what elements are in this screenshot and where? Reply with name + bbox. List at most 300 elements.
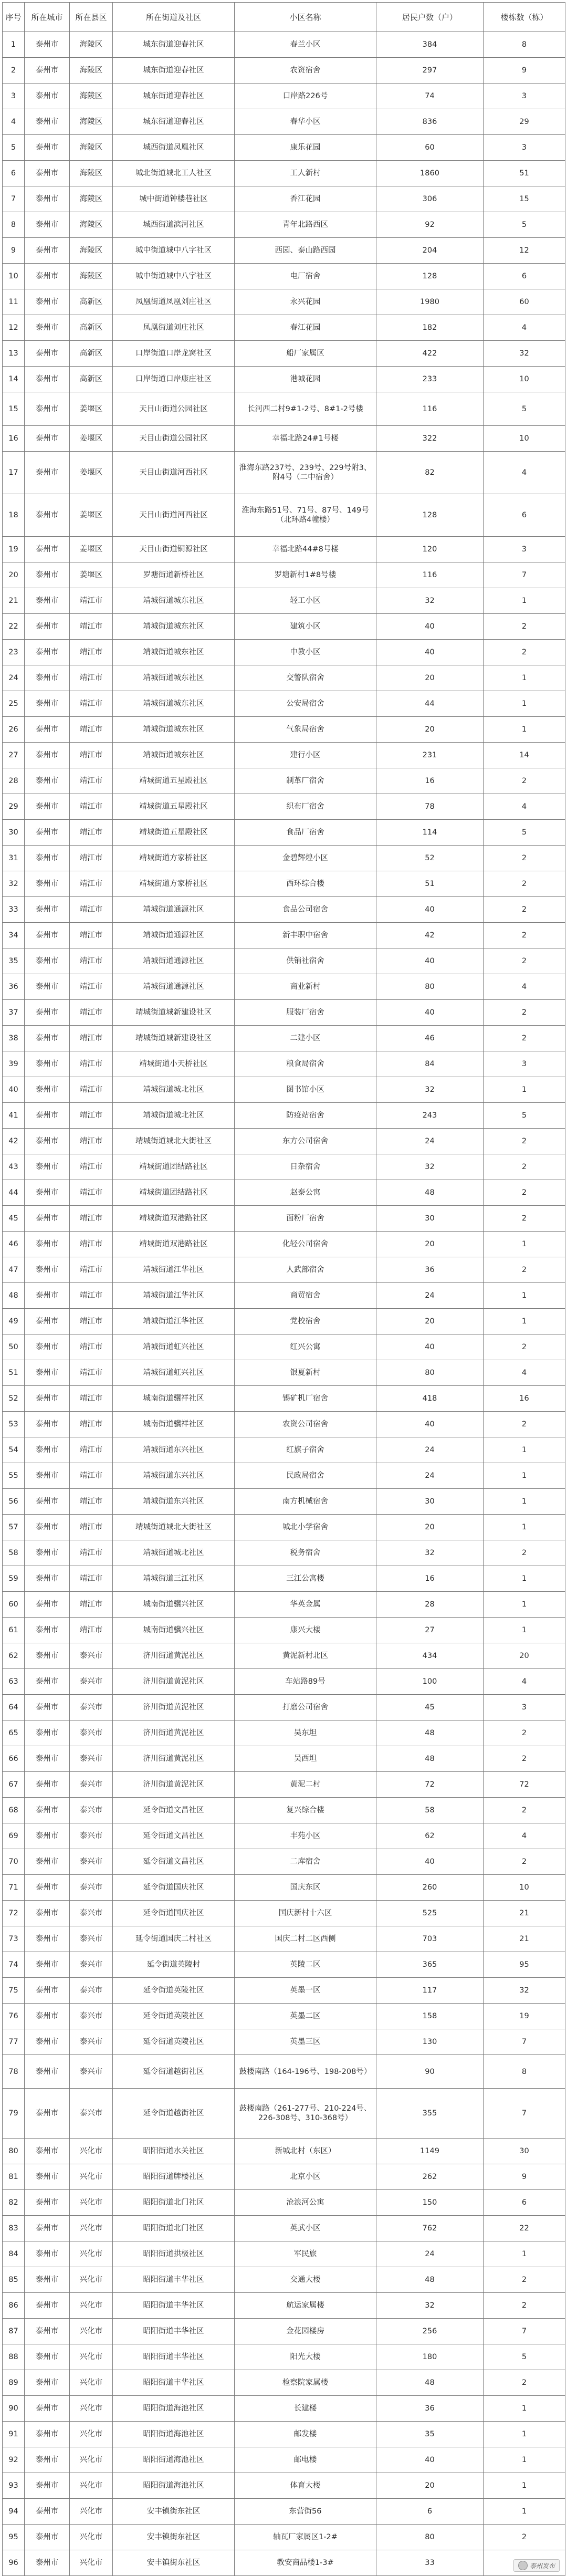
- cell-buildings: 19: [484, 2004, 565, 2029]
- cell-households: 256: [376, 2319, 484, 2344]
- cell-buildings: 4: [484, 794, 565, 820]
- table-row: [3, 494, 565, 537]
- cell-index: 35: [3, 948, 25, 974]
- cell-households: 28: [376, 1592, 484, 1618]
- cell-estate-name: 二库宿舍: [235, 1849, 376, 1875]
- cell-street-community: 昭阳街道海池社区: [113, 2473, 235, 2499]
- cell-index: 4: [3, 109, 25, 135]
- cell-district: 靖江市: [70, 1026, 113, 1051]
- cell-buildings: 1: [484, 1463, 565, 1489]
- cell-index: 86: [3, 2293, 25, 2319]
- cell-estate-name: 红旗子宿舍: [235, 1437, 376, 1463]
- table-row: [3, 1386, 565, 1412]
- cell-street-community: 城西街道凤凰社区: [113, 135, 235, 161]
- table-row: [3, 58, 565, 84]
- cell-buildings: 29: [484, 109, 565, 135]
- cell-index: 90: [3, 2396, 25, 2422]
- table-row: [3, 1849, 565, 1875]
- cell-buildings: 1: [484, 2396, 565, 2422]
- cell-estate-name: 商业新村: [235, 974, 376, 1000]
- cell-estate-name: 气象局宿舍: [235, 717, 376, 743]
- cell-district: 靖江市: [70, 1463, 113, 1489]
- watermark: [513, 2559, 560, 2572]
- cell-city: 泰州市: [25, 452, 70, 494]
- cell-estate-name: 食品厂宿舍: [235, 820, 376, 846]
- cell-street-community: 靖城街道小天桥社区: [113, 1051, 235, 1077]
- cell-district: 泰兴市: [70, 1746, 113, 1772]
- cell-buildings: 6: [484, 264, 565, 289]
- cell-index: 59: [3, 1566, 25, 1592]
- cell-district: 靖江市: [70, 743, 113, 768]
- cell-index: 18: [3, 494, 25, 537]
- cell-district: 高新区: [70, 341, 113, 367]
- cell-city: 泰州市: [25, 2422, 70, 2447]
- cell-district: 靖江市: [70, 614, 113, 640]
- cell-buildings: 2: [484, 1540, 565, 1566]
- cell-estate-name: 青年北路西区: [235, 212, 376, 238]
- cell-estate-name: 口岸路226号: [235, 84, 376, 109]
- table-row: [3, 614, 565, 640]
- cell-city: 泰州市: [25, 1489, 70, 1515]
- cell-street-community: 延令街道国庆社区: [113, 1875, 235, 1901]
- cell-street-community: 延令街道英陵社区: [113, 2029, 235, 2055]
- cell-city: 泰州市: [25, 974, 70, 1000]
- cell-district: 靖江市: [70, 1334, 113, 1360]
- cell-city: 泰州市: [25, 1926, 70, 1952]
- cell-city: 泰州市: [25, 820, 70, 846]
- cell-index: 50: [3, 1334, 25, 1360]
- cell-buildings: 4: [484, 1360, 565, 1386]
- cell-buildings: 2: [484, 871, 565, 897]
- cell-households: 40: [376, 1000, 484, 1026]
- cell-households: 62: [376, 1823, 484, 1849]
- cell-city: 泰州市: [25, 1798, 70, 1823]
- cell-households: 32: [376, 2293, 484, 2319]
- cell-estate-name: 粮食局宿舍: [235, 1051, 376, 1077]
- table-row: [3, 1926, 565, 1952]
- cell-index: 55: [3, 1463, 25, 1489]
- cell-estate-name: 邮电楼: [235, 2447, 376, 2473]
- cell-index: 9: [3, 238, 25, 264]
- cell-estate-name: 英墨一区: [235, 1978, 376, 2004]
- cell-district: 姜堰区: [70, 452, 113, 494]
- cell-district: 海陵区: [70, 135, 113, 161]
- table-row: [3, 1515, 565, 1540]
- cell-city: 泰州市: [25, 212, 70, 238]
- table-row: [3, 2267, 565, 2293]
- cell-city: 泰州市: [25, 1746, 70, 1772]
- cell-street-community: 济川街道黄泥社区: [113, 1669, 235, 1695]
- table-row: [3, 1978, 565, 2004]
- table-row: [3, 794, 565, 820]
- cell-buildings: 1: [484, 665, 565, 691]
- cell-city: 泰州市: [25, 1180, 70, 1206]
- cell-city: 泰州市: [25, 2473, 70, 2499]
- cell-district: 高新区: [70, 367, 113, 392]
- cell-buildings: 60: [484, 289, 565, 315]
- cell-buildings: 1: [484, 2422, 565, 2447]
- table-row: [3, 2447, 565, 2473]
- cell-district: 靖江市: [70, 794, 113, 820]
- cell-city: 泰州市: [25, 2344, 70, 2370]
- cell-district: 靖江市: [70, 948, 113, 974]
- cell-index: 10: [3, 264, 25, 289]
- cell-district: 靖江市: [70, 1437, 113, 1463]
- cell-index: 12: [3, 315, 25, 341]
- cell-index: 84: [3, 2241, 25, 2267]
- cell-estate-name: 鼓楼南路（261-277号、210-224号、226-308号、310-368号）: [235, 2089, 376, 2139]
- cell-estate-name: 新丰职中宿舍: [235, 923, 376, 948]
- cell-households: 92: [376, 212, 484, 238]
- cell-street-community: 延令街道越街社区: [113, 2089, 235, 2139]
- cell-index: 96: [3, 2550, 25, 2576]
- cell-households: 35: [376, 2422, 484, 2447]
- cell-households: 260: [376, 1875, 484, 1901]
- cell-city: 泰州市: [25, 1360, 70, 1386]
- table-row: [3, 2164, 565, 2190]
- table-row: [3, 341, 565, 367]
- cell-district: 靖江市: [70, 846, 113, 871]
- cell-households: 418: [376, 1386, 484, 1412]
- cell-buildings: 2: [484, 614, 565, 640]
- cell-buildings: 10: [484, 1875, 565, 1901]
- cell-buildings: 16: [484, 1386, 565, 1412]
- table-row: [3, 212, 565, 238]
- table-row: [3, 315, 565, 341]
- cell-households: 233: [376, 367, 484, 392]
- cell-buildings: 5: [484, 1103, 565, 1129]
- cell-street-community: 昭阳街道牌楼社区: [113, 2164, 235, 2190]
- cell-buildings: 10: [484, 367, 565, 392]
- cell-households: 297: [376, 58, 484, 84]
- table-row: [3, 665, 565, 691]
- cell-index: 93: [3, 2473, 25, 2499]
- cell-index: 57: [3, 1515, 25, 1540]
- cell-estate-name: 英陵二区: [235, 1952, 376, 1978]
- cell-buildings: 1: [484, 1309, 565, 1334]
- cell-buildings: 6: [484, 494, 565, 537]
- table-row: [3, 2319, 565, 2344]
- cell-city: 泰州市: [25, 58, 70, 84]
- cell-buildings: 4: [484, 974, 565, 1000]
- cell-district: 姜堰区: [70, 537, 113, 562]
- cell-street-community: 城东街道迎春社区: [113, 84, 235, 109]
- cell-index: 8: [3, 212, 25, 238]
- cell-district: 兴化市: [70, 2550, 113, 2576]
- table-row: [3, 1798, 565, 1823]
- cell-index: 5: [3, 135, 25, 161]
- cell-district: 靖江市: [70, 1309, 113, 1334]
- cell-street-community: 城南街道骥祥社区: [113, 1412, 235, 1437]
- cell-street-community: 昭阳街道拱极社区: [113, 2241, 235, 2267]
- cell-street-community: 靖城街道城东社区: [113, 691, 235, 717]
- cell-buildings: 5: [484, 212, 565, 238]
- cell-city: 泰州市: [25, 1772, 70, 1798]
- cell-estate-name: 康乐花园: [235, 135, 376, 161]
- table-row: [3, 1643, 565, 1669]
- table-row: [3, 640, 565, 665]
- cell-estate-name: 轴瓦厂家属区1-2#: [235, 2525, 376, 2550]
- cell-city: 泰州市: [25, 2055, 70, 2089]
- cell-city: 泰州市: [25, 161, 70, 186]
- cell-street-community: 济川街道黄泥社区: [113, 1720, 235, 1746]
- cell-buildings: 2: [484, 1180, 565, 1206]
- header-city: 所在城市: [25, 3, 70, 32]
- cell-households: 20: [376, 2473, 484, 2499]
- cell-street-community: 口岸街道口岸龙窝社区: [113, 341, 235, 367]
- cell-buildings: 2: [484, 1154, 565, 1180]
- cell-buildings: 1: [484, 1283, 565, 1309]
- cell-households: 40: [376, 640, 484, 665]
- cell-index: 92: [3, 2447, 25, 2473]
- cell-buildings: 1: [484, 2499, 565, 2525]
- cell-households: 42: [376, 923, 484, 948]
- cell-estate-name: 服装厂宿舍: [235, 1000, 376, 1026]
- cell-households: 84: [376, 1051, 484, 1077]
- cell-street-community: 昭阳街道丰华社区: [113, 2267, 235, 2293]
- cell-estate-name: 车站路89号: [235, 1669, 376, 1695]
- header-estate-name: 小区名称: [235, 3, 376, 32]
- cell-index: 46: [3, 1232, 25, 1257]
- cell-district: 泰兴市: [70, 2004, 113, 2029]
- cell-city: 泰州市: [25, 109, 70, 135]
- cell-households: 117: [376, 1978, 484, 2004]
- cell-index: 1: [3, 32, 25, 58]
- cell-district: 海陵区: [70, 109, 113, 135]
- cell-city: 泰州市: [25, 2164, 70, 2190]
- cell-district: 靖江市: [70, 1412, 113, 1437]
- table-row: [3, 2190, 565, 2216]
- cell-households: 48: [376, 2267, 484, 2293]
- cell-estate-name: 交通大楼: [235, 2267, 376, 2293]
- cell-households: 80: [376, 974, 484, 1000]
- cell-street-community: 凤凰街道刘庄社区: [113, 315, 235, 341]
- cell-district: 兴化市: [70, 2422, 113, 2447]
- table-row: [3, 1901, 565, 1926]
- cell-households: 51: [376, 871, 484, 897]
- table-row: [3, 743, 565, 768]
- table-row: [3, 1232, 565, 1257]
- cell-estate-name: 复兴综合楼: [235, 1798, 376, 1823]
- watermark-logo-icon: [518, 2561, 528, 2570]
- cell-households: 32: [376, 1540, 484, 1566]
- cell-estate-name: 面粉厂宿舍: [235, 1206, 376, 1232]
- cell-city: 泰州市: [25, 2550, 70, 2576]
- cell-estate-name: 黄泥新村北区: [235, 1643, 376, 1669]
- cell-estate-name: 幸福北路24#1号楼: [235, 426, 376, 452]
- cell-street-community: 靖城街道城北大街社区: [113, 1129, 235, 1154]
- cell-street-community: 靖城街道城北大街社区: [113, 1515, 235, 1540]
- cell-city: 泰州市: [25, 1386, 70, 1412]
- table-row: [3, 1463, 565, 1489]
- cell-estate-name: 制革厂宿舍: [235, 768, 376, 794]
- cell-households: 20: [376, 1515, 484, 1540]
- cell-district: 泰兴市: [70, 1823, 113, 1849]
- table-row: [3, 1154, 565, 1180]
- cell-estate-name: 民政局宿舍: [235, 1463, 376, 1489]
- cell-district: 兴化市: [70, 2139, 113, 2164]
- cell-street-community: 靖城街道三江社区: [113, 1566, 235, 1592]
- cell-street-community: 济川街道黄泥社区: [113, 1746, 235, 1772]
- cell-households: 120: [376, 537, 484, 562]
- cell-district: 靖江市: [70, 1618, 113, 1643]
- cell-index: 13: [3, 341, 25, 367]
- cell-households: 20: [376, 717, 484, 743]
- cell-index: 85: [3, 2267, 25, 2293]
- cell-buildings: 2: [484, 846, 565, 871]
- cell-district: 兴化市: [70, 2293, 113, 2319]
- cell-households: 20: [376, 665, 484, 691]
- cell-district: 泰兴市: [70, 1901, 113, 1926]
- cell-city: 泰州市: [25, 665, 70, 691]
- header-street-community: 所在街道及社区: [113, 3, 235, 32]
- cell-district: 高新区: [70, 315, 113, 341]
- cell-city: 泰州市: [25, 2499, 70, 2525]
- cell-households: 48: [376, 2370, 484, 2396]
- cell-city: 泰州市: [25, 2293, 70, 2319]
- cell-estate-name: 体育大楼: [235, 2473, 376, 2499]
- cell-buildings: 5: [484, 392, 565, 426]
- cell-estate-name: 春兰小区: [235, 32, 376, 58]
- cell-estate-name: 二建小区: [235, 1026, 376, 1051]
- table-row: [3, 1952, 565, 1978]
- table-row: [3, 2499, 565, 2525]
- cell-index: 60: [3, 1592, 25, 1618]
- table-row: [3, 32, 565, 58]
- cell-index: 42: [3, 1129, 25, 1154]
- cell-district: 靖江市: [70, 588, 113, 614]
- cell-households: 33: [376, 2550, 484, 2576]
- cell-street-community: 昭阳街道水关社区: [113, 2139, 235, 2164]
- cell-street-community: 靖城街道五星殿社区: [113, 768, 235, 794]
- cell-street-community: 昭阳街道丰华社区: [113, 2293, 235, 2319]
- cell-street-community: 靖城街道江华社区: [113, 1309, 235, 1334]
- cell-city: 泰州市: [25, 1437, 70, 1463]
- cell-index: 58: [3, 1540, 25, 1566]
- cell-estate-name: 西环综合楼: [235, 871, 376, 897]
- cell-street-community: 延令街道文昌社区: [113, 1798, 235, 1823]
- cell-street-community: 靖城街道东兴社区: [113, 1489, 235, 1515]
- cell-households: 6: [376, 2499, 484, 2525]
- cell-district: 靖江市: [70, 1077, 113, 1103]
- table-row: [3, 1334, 565, 1360]
- cell-street-community: 靖城街道江华社区: [113, 1283, 235, 1309]
- cell-estate-name: 工人新村: [235, 161, 376, 186]
- cell-city: 泰州市: [25, 1129, 70, 1154]
- cell-street-community: 济川街道黄泥社区: [113, 1695, 235, 1720]
- cell-district: 靖江市: [70, 1540, 113, 1566]
- cell-district: 靖江市: [70, 1515, 113, 1540]
- table-row: [3, 1283, 565, 1309]
- cell-estate-name: 黄泥二村: [235, 1772, 376, 1798]
- table-row: [3, 2241, 565, 2267]
- cell-district: 泰兴市: [70, 1720, 113, 1746]
- cell-city: 泰州市: [25, 1334, 70, 1360]
- watermark-text: 泰州发布: [529, 2562, 555, 2570]
- cell-city: 泰州市: [25, 1566, 70, 1592]
- cell-households: 100: [376, 1669, 484, 1695]
- table-row: [3, 109, 565, 135]
- cell-index: 51: [3, 1360, 25, 1386]
- cell-index: 25: [3, 691, 25, 717]
- cell-index: 26: [3, 717, 25, 743]
- cell-estate-name: 永兴花园: [235, 289, 376, 315]
- cell-index: 78: [3, 2055, 25, 2089]
- cell-estate-name: 长建楼: [235, 2396, 376, 2422]
- cell-estate-name: 供销社宿舍: [235, 948, 376, 974]
- cell-street-community: 靖城街道方家桥社区: [113, 871, 235, 897]
- cell-street-community: 天目山街道铜源社区: [113, 537, 235, 562]
- table-row: [3, 367, 565, 392]
- table-row: [3, 1618, 565, 1643]
- table-row: [3, 264, 565, 289]
- cell-households: 58: [376, 1798, 484, 1823]
- cell-buildings: 9: [484, 2164, 565, 2190]
- cell-index: 74: [3, 1952, 25, 1978]
- cell-street-community: 靖城街道通源社区: [113, 974, 235, 1000]
- cell-households: 80: [376, 1360, 484, 1386]
- table-row: [3, 2055, 565, 2089]
- cell-city: 泰州市: [25, 1669, 70, 1695]
- table-row: [3, 562, 565, 588]
- cell-city: 泰州市: [25, 948, 70, 974]
- cell-households: 32: [376, 1077, 484, 1103]
- cell-households: 128: [376, 494, 484, 537]
- cell-district: 兴化市: [70, 2499, 113, 2525]
- cell-district: 海陵区: [70, 238, 113, 264]
- cell-index: 43: [3, 1154, 25, 1180]
- cell-households: 30: [376, 1206, 484, 1232]
- cell-households: 365: [376, 1952, 484, 1978]
- cell-households: 355: [376, 2089, 484, 2139]
- cell-district: 靖江市: [70, 1489, 113, 1515]
- cell-index: 24: [3, 665, 25, 691]
- cell-estate-name: 轻工小区: [235, 588, 376, 614]
- cell-buildings: 1: [484, 1515, 565, 1540]
- table-row: [3, 1540, 565, 1566]
- cell-estate-name: 日杂宿舍: [235, 1154, 376, 1180]
- cell-index: 54: [3, 1437, 25, 1463]
- cell-index: 64: [3, 1695, 25, 1720]
- cell-buildings: 2: [484, 1000, 565, 1026]
- table-row: [3, 289, 565, 315]
- cell-street-community: 安丰镇街东社区: [113, 2525, 235, 2550]
- cell-index: 67: [3, 1772, 25, 1798]
- cell-district: 海陵区: [70, 264, 113, 289]
- cell-index: 29: [3, 794, 25, 820]
- cell-estate-name: 淮海东路51号、71号、87号、149号（北环路4幢楼）: [235, 494, 376, 537]
- cell-street-community: 城东街道迎春社区: [113, 58, 235, 84]
- cell-households: 80: [376, 2525, 484, 2550]
- cell-estate-name: 春江花园: [235, 315, 376, 341]
- cell-street-community: 靖城街道江华社区: [113, 1257, 235, 1283]
- cell-estate-name: 打磨公司宿舍: [235, 1695, 376, 1720]
- cell-index: 17: [3, 452, 25, 494]
- cell-city: 泰州市: [25, 640, 70, 665]
- cell-city: 泰州市: [25, 2216, 70, 2241]
- cell-street-community: 靖城街道通源社区: [113, 923, 235, 948]
- cell-district: 靖江市: [70, 768, 113, 794]
- cell-index: 87: [3, 2319, 25, 2344]
- cell-index: 62: [3, 1643, 25, 1669]
- cell-district: 兴化市: [70, 2370, 113, 2396]
- cell-city: 泰州市: [25, 1540, 70, 1566]
- cell-district: 靖江市: [70, 820, 113, 846]
- cell-city: 泰州市: [25, 768, 70, 794]
- cell-households: 48: [376, 1180, 484, 1206]
- cell-estate-name: 建筑小区: [235, 614, 376, 640]
- cell-estate-name: 教安商品楼1-3#: [235, 2550, 376, 2576]
